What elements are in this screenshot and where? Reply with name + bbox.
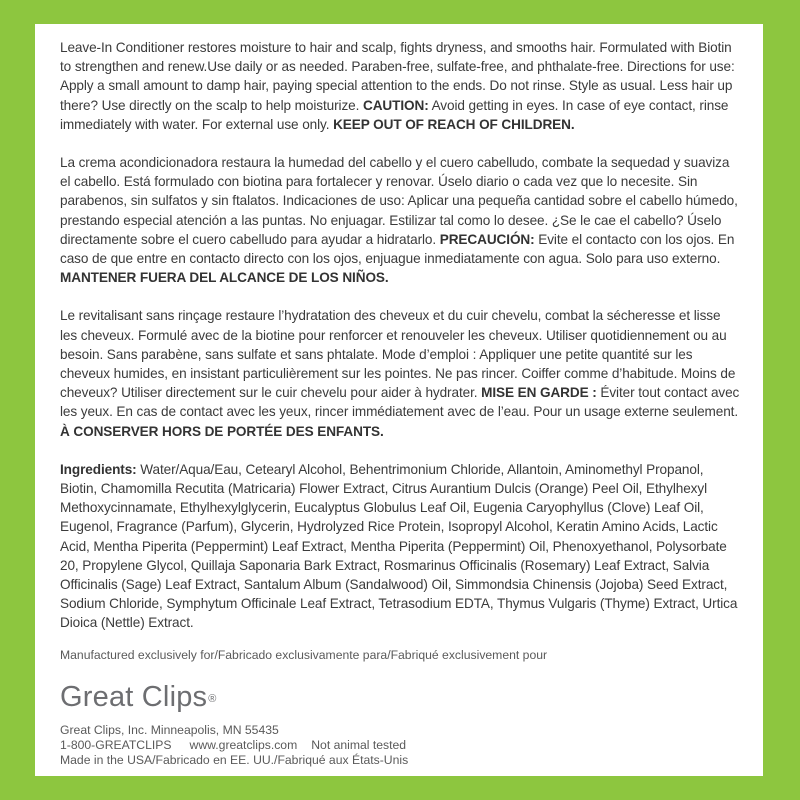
english-section <box>60 38 741 134</box>
ingredients-text: Water/Aqua/Eau, Cetearyl Alcohol, Behentrimonium Chloride, Allantoin, Aminomethyl Propanol, Biotin, Chamomilla Recutita (Matricaria) Flower Extract, Citrus Aurantium Dulcis (Orange) Peel Oil, Ethylhexyl Methoxycinnamate, Ethylhexylglycerin, Eucalyptus Globulus Leaf Oil, Eugenia Caryophyllus (Clove) Leaf Oil, Eugenol, Fragrance (Parfum), Glycerin, Hydrolyzed Rice Protein, Isopropyl Alcohol, Keratin Amino Acids, Lactic Acid, Mentha Piperita (Peppermint) Leaf Extract, Mentha Piperita (Peppermint) Oil, Phenoxyethanol, Polysorbate 20, Propylene Glycol, Quillaja Saponaria Bark Extract, Rosmarinus Officinalis (Rosemary) Leaf Extract, Salvia Officinalis (Sage) Leaf Extract, Santalum Album (Sandalwood) Oil, Simmondsia Chinensis (Jojoba) Seed Extract, Sodium Chloride, Symphytum Officinale Leaf Extract, Tetrasodium EDTA, Thymus Vulgaris (Thyme) Extract, Urtica Dioica (Nettle) Extract. <box>60 461 738 631</box>
english-text: Leave-In Conditioner restores moisture to hair and scalp, fights dryness, and smooths hair. Formulated with Biotin to strengthen and renew.Use daily or as needed. Paraben-free, sulfate-free, and phthalate-free. Directions for use: Apply a small amount to damp hair, paying special attention to the ends. Do not rinse. Style as usual. Less hair up there? Use directly on the scalp to help moisturize. <box>60 40 735 113</box>
label-panel <box>35 24 763 776</box>
ingredients-label: Ingredients: <box>60 461 137 477</box>
english-keep-out: KEEP OUT OF REACH OF CHILDREN. <box>333 116 575 132</box>
french-section <box>60 306 741 440</box>
ingredients-section <box>60 460 741 633</box>
phone-number: 1-800-GREATCLIPS <box>60 737 172 752</box>
english-caution-text: Avoid getting in eyes. In case of eye contact, rinse immediately with water. For external use only. <box>60 97 729 132</box>
spanish-section <box>60 153 741 287</box>
french-text: Le revitalisant sans rinçage restaure l’hydratation des cheveux et du cuir chevelu, combat la sécheresse et lisse les cheveux. Formulé avec de la biotine pour renforcer et renouveler les cheveux. Utiliser quotidiennement ou au besoin. Sans parabène, sans sulfate et sans phtalate. Mode d’emploi : Appliquer une petite quantité sur les cheveux humides, en insistant particulièrement sur les pointes. Ne pas rincer. Coiffer comme d’habitude. Moins de cheveux? Utiliser directement sur le cuir chevelu pour aider à hydrater. <box>60 308 736 401</box>
spanish-caution-text: Evite el contacto con los ojos. En caso de que entre en contacto directo con los ojos, enjuague inmediatamente con agua. Solo para uso externo. <box>60 231 735 267</box>
made-in: Made in the USA/Fabricado en EE. UU./Fabriqué aux États-Unis <box>60 752 409 767</box>
company-address: Great Clips, Inc. Minneapolis, MN 55435 <box>60 722 279 737</box>
english-caution-label: CAUTION: <box>362 97 429 113</box>
website: www.greatclips.com <box>189 737 298 752</box>
french-caution-text: Éviter tout contact avec les yeux. En cas de contact avec les yeux, rincer immédiatement avec de l’eau. Pour un usage externe seulement. <box>60 385 740 420</box>
contact-line <box>60 738 741 753</box>
registered-mark: ® <box>208 692 217 705</box>
animal-testing-note: Not animal tested <box>311 737 407 752</box>
manufactured-for: Manufactured exclusively for/Fabricado exclusivamente para/Fabriqué exclusivement pour <box>60 647 548 662</box>
french-caution-label: MISE EN GARDE : <box>481 385 597 401</box>
contact-block <box>60 723 741 768</box>
spanish-caution-label: PRECAUCIÓN: <box>439 231 535 247</box>
french-keep-out: À CONSERVER HORS DE PORTÉE DES ENFANTS. <box>60 423 384 439</box>
spanish-text: La crema acondicionadora restaura la humedad del cabello y el cuero cabelludo, combate la sequedad y suaviza el cabello. Está formulado con biotina para fortalecer y renovar. Úselo diario o cada vez que lo necesite. Sin parabenos, sin sulfatos y sin ftalatos. Indicaciones de uso: Aplicar una pequeña cantidad sobre el cabello húmedo, prestando especial atención a las puntas. No enjuagar. Estilizar tal como lo desee. ¿Se le cae el cabello? Úselo directamente sobre el cuero cabelludo para ayudar a hidratarlo. <box>60 155 738 247</box>
logo-text: Great Clips <box>60 680 208 713</box>
great-clips-logo <box>60 681 741 713</box>
spanish-keep-out: MANTENER FUERA DEL ALCANCE DE LOS NIÑOS. <box>60 270 389 286</box>
